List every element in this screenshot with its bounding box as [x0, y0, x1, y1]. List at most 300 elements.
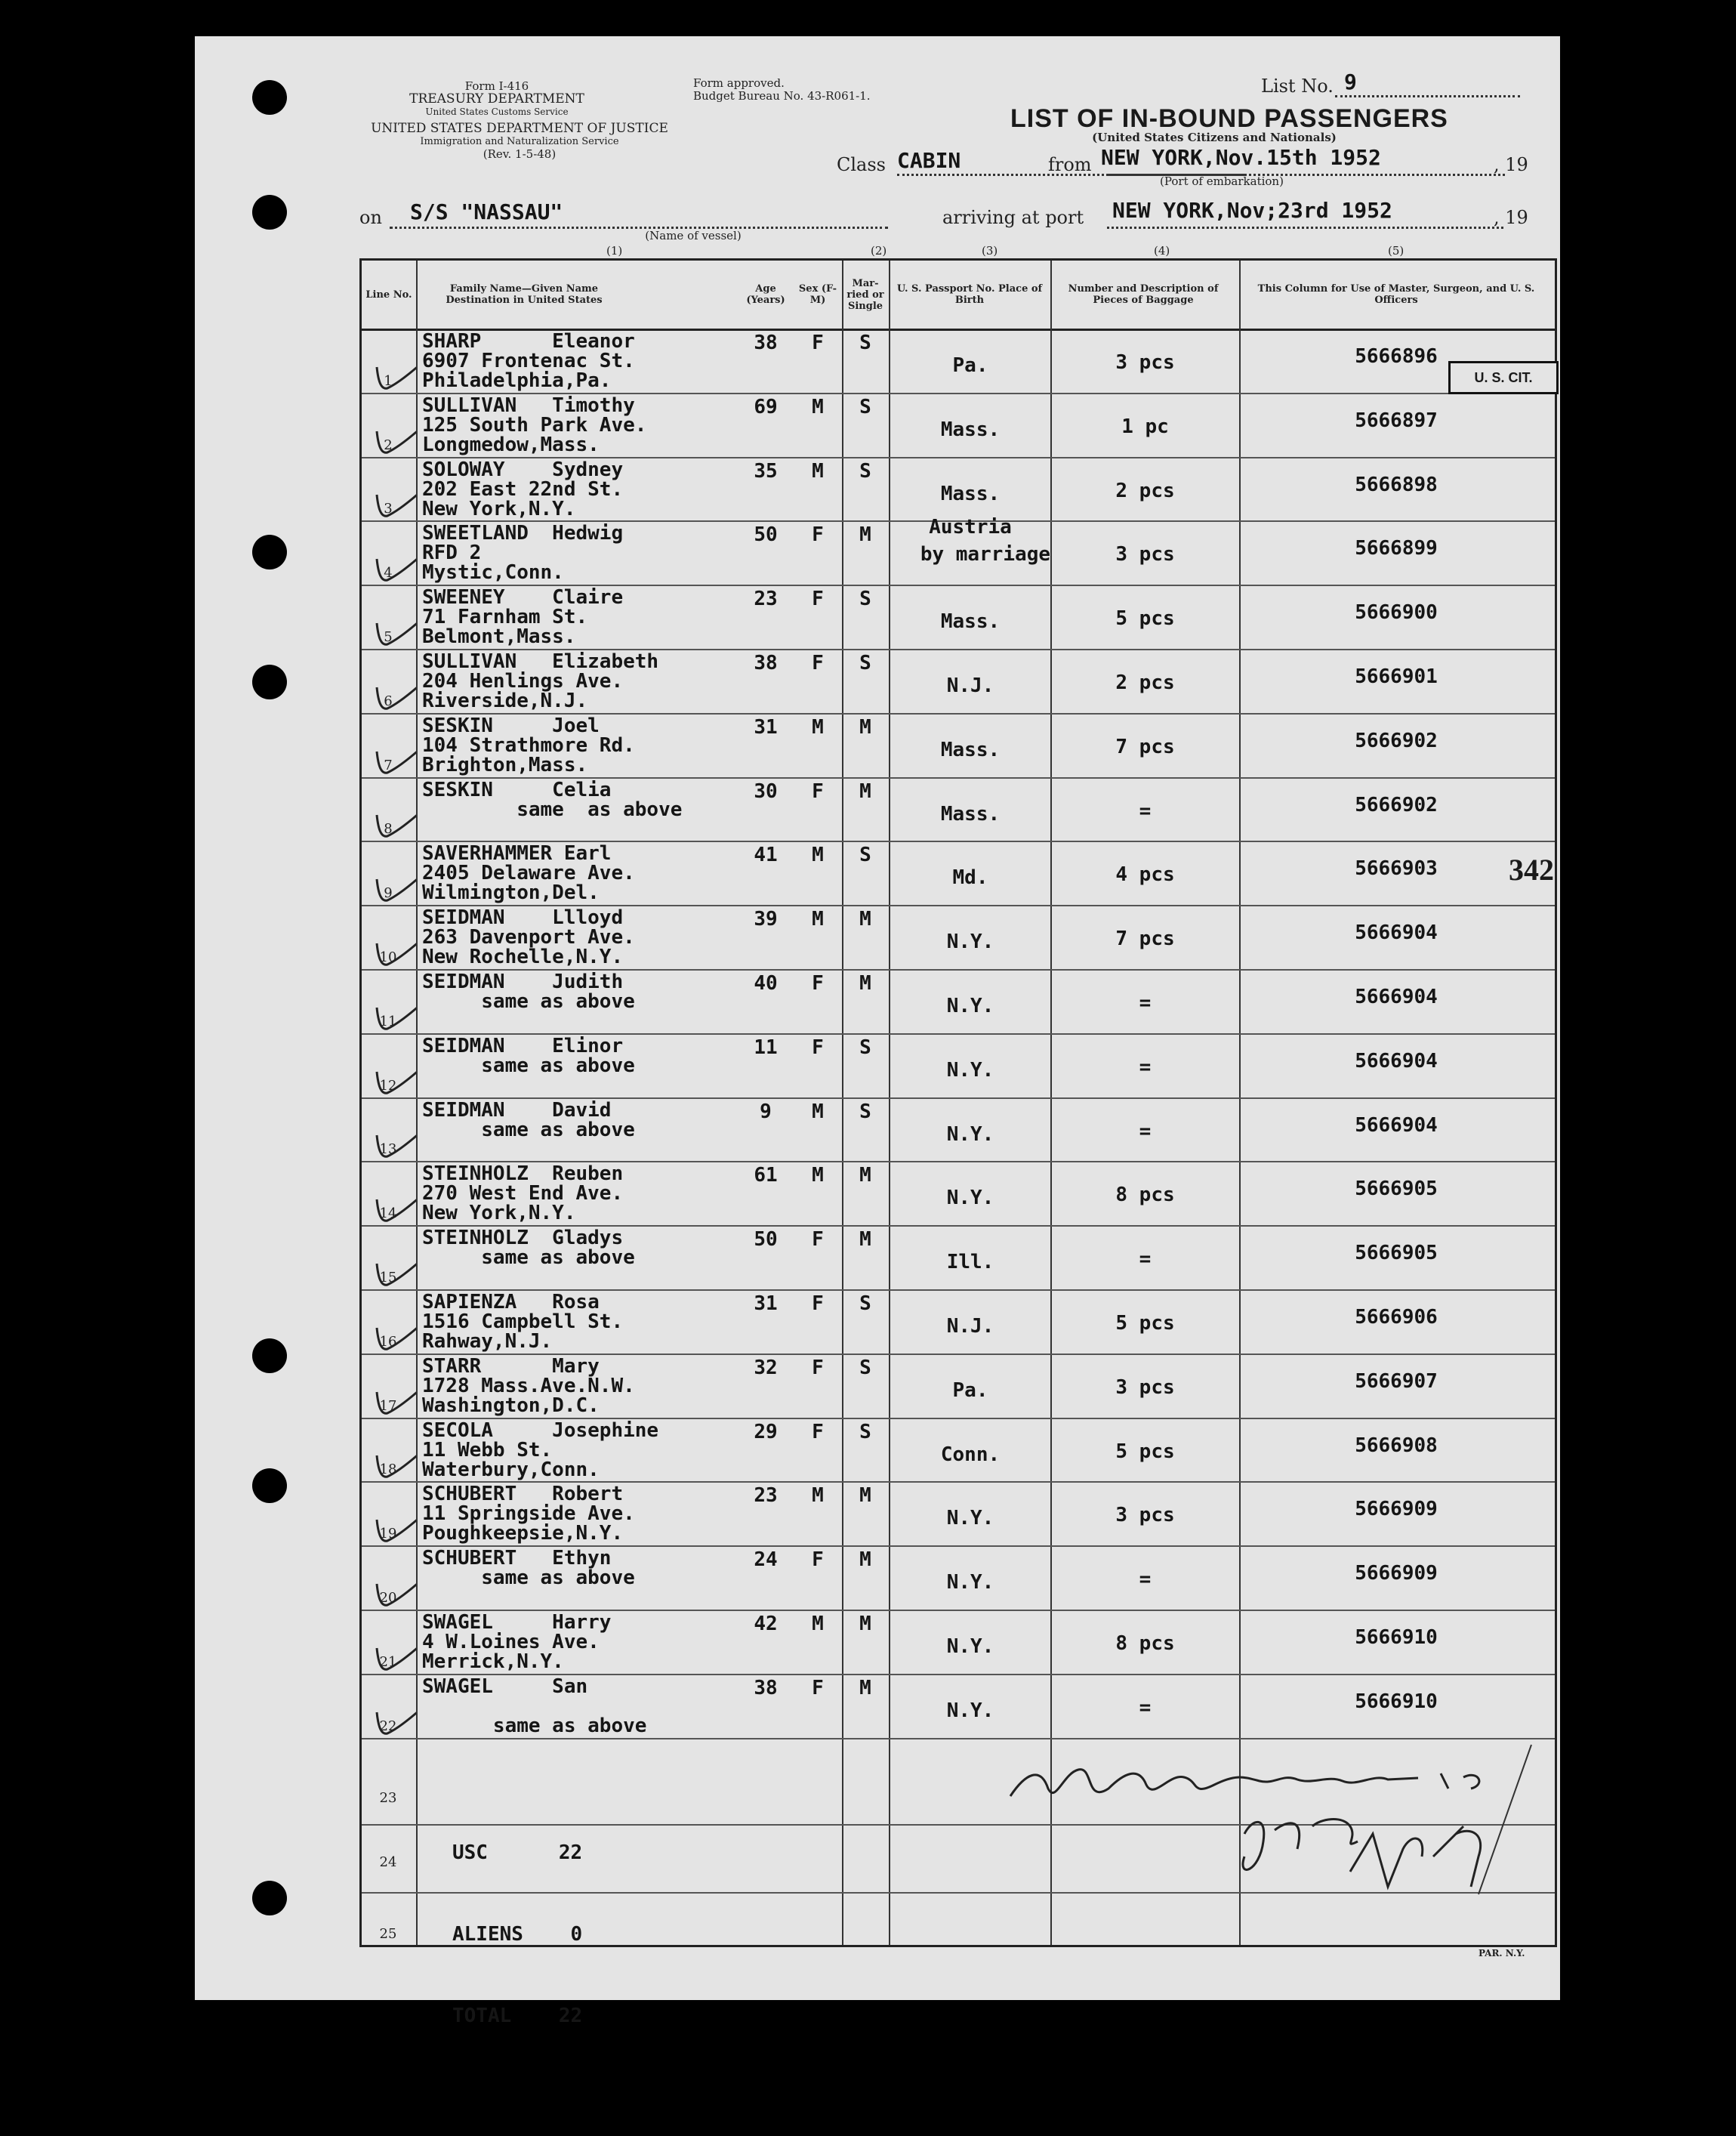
header-passport: U. S. Passport No. Place of Birth: [896, 283, 1043, 306]
address-line: [422, 1140, 635, 1159]
check-mark-icon: [371, 1576, 416, 1607]
class-label: Class: [837, 154, 886, 175]
vessel-name: S/S "NASSAU": [410, 199, 563, 224]
address-line: 11 Webb St.: [422, 1438, 553, 1462]
address-line: same as above: [422, 1118, 635, 1141]
check-mark-icon: [371, 551, 416, 582]
justice-dept: UNITED STATES DEPARTMENT OF JUSTICE: [371, 121, 668, 136]
baggage: 3 pcs: [1115, 1375, 1175, 1399]
marital-status: S: [859, 459, 871, 483]
address-line: same as above: [422, 1246, 635, 1270]
baggage: 3 pcs: [1115, 543, 1175, 566]
total-label: TOTAL: [452, 2005, 512, 2027]
place-of-birth: N.Y.: [946, 1635, 994, 1658]
line-number: 9: [384, 885, 393, 902]
baggage: 2 pcs: [1115, 671, 1175, 694]
marital-status: S: [859, 844, 871, 867]
line-number: 11: [379, 1013, 397, 1029]
line-number: 14: [379, 1205, 397, 1222]
sex: F: [812, 1036, 824, 1059]
passenger-name: STEINHOLZ Reuben: [422, 1162, 624, 1186]
baggage: 3 pcs: [1115, 1504, 1175, 1527]
passenger-name-address: [422, 1164, 623, 1223]
check-mark-icon: [371, 1512, 416, 1542]
age: 23: [754, 588, 778, 611]
address-line: same as above: [422, 1567, 635, 1590]
passenger-name: SWAGEL Harry: [422, 1611, 612, 1634]
address-line: [422, 820, 682, 839]
baggage: 3 pcs: [1115, 351, 1175, 374]
sex: M: [812, 1164, 824, 1187]
manifest-page: [195, 36, 1560, 2027]
passenger-name: SULLIVAN Elizabeth: [422, 650, 659, 673]
place-of-birth: Pa.: [952, 1378, 988, 1402]
age: 41: [754, 844, 778, 867]
passenger-name: SEIDMAN Llloyd: [422, 906, 624, 930]
passenger-name: SAVERHAMMER Earl: [422, 842, 612, 866]
table-row: [362, 1033, 1555, 1099]
passenger-name-address: [422, 1677, 646, 1736]
arriving-line: [1107, 227, 1503, 229]
passenger-name: SWAGEL San: [422, 1675, 588, 1698]
age: 9: [760, 1100, 772, 1123]
line-number: 16: [379, 1333, 397, 1350]
check-mark-icon: [371, 1256, 416, 1286]
ins-service: Immigration and Naturalization Service: [420, 136, 619, 147]
officer-number: 5666908: [1355, 1434, 1438, 1457]
officer-number: 5666909: [1355, 1498, 1438, 1521]
passenger-name-address: [422, 652, 658, 711]
age: 38: [754, 1676, 778, 1699]
officer-number: 5666902: [1355, 793, 1438, 816]
passenger-name-address: [422, 908, 635, 967]
marital-status: M: [859, 1228, 871, 1252]
officer-number: 5666902: [1355, 729, 1438, 752]
marital-status: S: [859, 1420, 871, 1443]
sex: M: [812, 1613, 824, 1635]
passenger-name: SCHUBERT Ethyn: [422, 1547, 612, 1570]
baggage: 4 pcs: [1115, 863, 1175, 887]
sex: F: [812, 1420, 824, 1443]
arriving-label: arriving at port: [942, 207, 1084, 228]
table-row: [362, 1481, 1555, 1547]
table-row: [362, 1289, 1555, 1355]
address-line: 11 Springside Ave.: [422, 1502, 635, 1526]
age: 39: [754, 908, 778, 931]
sex: M: [812, 395, 824, 418]
passenger-name-address: [422, 332, 635, 390]
check-mark-icon: [371, 616, 416, 646]
line-number: 2: [384, 437, 393, 453]
table-row: [362, 1674, 1555, 1739]
aliens-label: ALIENS: [452, 1923, 523, 1946]
place-of-birth: Conn.: [940, 1443, 1001, 1466]
passenger-name-address: [422, 1548, 635, 1607]
place-of-birth: Ill.: [946, 1251, 994, 1274]
sex: F: [812, 1228, 824, 1252]
sex: F: [812, 1676, 824, 1699]
passenger-name-address: [422, 780, 682, 839]
col-num-3: (3): [982, 244, 998, 258]
check-mark-icon: [371, 744, 416, 774]
table-row: [362, 1545, 1555, 1611]
baggage: 5 pcs: [1115, 1440, 1175, 1463]
form-title: LIST OF IN-BOUND PASSENGERS: [1010, 104, 1448, 133]
passenger-name: SULLIVAN Timothy: [422, 394, 635, 417]
address-line: Merrick,N.Y.: [422, 1650, 564, 1673]
place-of-birth: N.J.: [946, 1315, 994, 1338]
check-mark-icon: [371, 1064, 416, 1094]
address-line: Waterbury,Conn.: [422, 1458, 600, 1481]
officer-number: 5666905: [1355, 1178, 1438, 1201]
baggage: 7 pcs: [1115, 928, 1175, 951]
baggage: 7 pcs: [1115, 735, 1175, 758]
line-number: 20: [379, 1589, 397, 1606]
passenger-name: SCHUBERT Robert: [422, 1483, 624, 1506]
form-number: Form I-416: [464, 79, 529, 93]
table-row: [362, 457, 1555, 523]
header-sex: Sex (F-M): [798, 283, 837, 306]
marital-status: M: [859, 1164, 871, 1187]
address-line: Wilmington,Del.: [422, 881, 600, 905]
vessel-caption: (Name of vessel): [645, 229, 742, 242]
address-line: 270 West End Ave.: [422, 1182, 624, 1205]
sex: F: [812, 332, 824, 354]
col-num-2: (2): [871, 244, 887, 258]
check-mark-icon: [371, 680, 416, 710]
table-row: [362, 516, 1555, 586]
age: 69: [754, 395, 778, 418]
address-line: New York,N.Y.: [422, 1202, 576, 1225]
col-num-1: (1): [606, 244, 623, 258]
sex: F: [812, 1292, 824, 1315]
address-line: same as above: [422, 798, 683, 821]
form-approved: Form approved.: [693, 76, 785, 90]
from-label: from: [1048, 154, 1092, 175]
line-number: 21: [379, 1653, 397, 1670]
marital-status: M: [859, 1613, 871, 1635]
address-line: 71 Farnham St.: [422, 606, 588, 629]
officer-number: 5666904: [1355, 1049, 1438, 1073]
age: 11: [754, 1036, 778, 1059]
totals-block: [452, 1785, 582, 2084]
table-row: [362, 649, 1555, 715]
marital-status: S: [859, 395, 871, 418]
check-mark-icon: [371, 1320, 416, 1350]
address-line: 1516 Campbell St.: [422, 1310, 624, 1333]
year-suffix: , 19: [1494, 154, 1528, 175]
address-line: 6907 Frontenac St.: [422, 350, 635, 372]
address-line: New York,N.Y.: [422, 497, 576, 520]
officer-number: 5666904: [1355, 1113, 1438, 1137]
age: 31: [754, 1292, 778, 1315]
sex: F: [812, 972, 824, 995]
place-of-birth: Md.: [952, 866, 988, 890]
passenger-name: SEIDMAN David: [422, 1098, 612, 1122]
list-no-value: 9: [1344, 69, 1357, 94]
baggage: =: [1139, 1055, 1152, 1079]
check-mark-icon: [371, 1384, 416, 1415]
address-line: same as above: [422, 1054, 635, 1077]
check-mark-icon: [371, 807, 416, 838]
usc-count: 22: [558, 1841, 583, 1864]
place-of-birth: N.Y.: [946, 1699, 994, 1722]
form-subtitle: (United States Citizens and Nationals): [1092, 131, 1337, 144]
printer-mark: PAR. N.Y.: [1479, 1948, 1525, 1959]
check-mark-icon: [371, 872, 416, 902]
marital-status: M: [859, 908, 871, 931]
place-of-birth: N.Y.: [946, 1507, 994, 1530]
sex: F: [812, 1356, 824, 1379]
address-line: [422, 1267, 635, 1287]
place-of-birth: N.Y.: [946, 995, 994, 1017]
table-row: [362, 841, 1555, 906]
place-of-birth-note: by marriage: [920, 543, 1050, 566]
marital-status: S: [859, 332, 871, 354]
age: 30: [754, 779, 778, 803]
passenger-name: SEIDMAN Elinor: [422, 1034, 624, 1057]
marital-status: S: [859, 1356, 871, 1379]
line-number: 3: [384, 501, 393, 517]
total-count: 22: [558, 2005, 583, 2027]
address-line: 202 East 22nd St.: [422, 477, 624, 501]
address-line: 263 Davenport Ave.: [422, 926, 635, 949]
baggage: 8 pcs: [1115, 1184, 1175, 1207]
check-mark-icon: [371, 1705, 416, 1735]
check-mark-icon: [371, 487, 416, 517]
line-number: 15: [379, 1269, 397, 1286]
table-row: [362, 1610, 1555, 1675]
place-of-birth: Pa.: [952, 354, 988, 377]
address-line: RFD 2: [422, 542, 482, 565]
address-line: Mystic,Conn.: [422, 561, 564, 585]
punch-hole: [252, 1881, 287, 1915]
place-of-birth: N.Y.: [946, 1187, 994, 1210]
baggage: 5 pcs: [1115, 1312, 1175, 1335]
officer-number: 5666904: [1355, 986, 1438, 1008]
line-number: 19: [379, 1526, 397, 1542]
passenger-name-address: [422, 1100, 635, 1159]
sex: M: [812, 844, 824, 867]
passenger-name-address: [422, 588, 623, 647]
place-of-birth: Mass.: [940, 482, 1001, 505]
sex: M: [812, 1100, 824, 1123]
marital-status: M: [859, 1484, 871, 1508]
passenger-name-address: [422, 396, 646, 455]
marital-status: M: [859, 779, 871, 803]
passenger-name: SEIDMAN Judith: [422, 971, 624, 993]
check-mark-icon: [371, 1128, 416, 1158]
marital-status: S: [859, 1100, 871, 1123]
table-row: [362, 1418, 1555, 1483]
marital-status: M: [859, 972, 871, 995]
baggage: =: [1139, 1119, 1152, 1143]
passenger-name-address: [422, 1354, 635, 1417]
baggage: 2 pcs: [1115, 479, 1175, 502]
age: 38: [754, 652, 778, 674]
passenger-name-address: [422, 1613, 611, 1671]
age: 31: [754, 715, 778, 739]
line-number: 17: [379, 1397, 397, 1414]
address-line: 204 Henlings Ave.: [422, 670, 624, 693]
line-number: 22: [379, 1718, 397, 1734]
punch-hole: [252, 1468, 287, 1503]
check-mark-icon: [371, 1448, 416, 1478]
header-age: Age (Years): [746, 283, 785, 306]
officer-signatures: [995, 1743, 1554, 1932]
address-line: same as above: [422, 1714, 647, 1737]
address-line: Washington,D.C.: [422, 1394, 600, 1417]
sex: M: [812, 908, 824, 931]
check-mark-icon: [371, 936, 416, 966]
header-line-no: Line No.: [365, 289, 412, 301]
table-row: [362, 329, 1555, 394]
age: 50: [754, 1228, 778, 1252]
marital-status: M: [859, 523, 871, 547]
line-number: 5: [384, 628, 393, 645]
list-no-label: List No.: [1261, 76, 1334, 97]
approval-block: [693, 77, 920, 103]
age: 29: [754, 1420, 778, 1443]
baggage: 1 pc: [1121, 415, 1169, 438]
check-mark-icon: [371, 360, 416, 390]
header-officers: This Column for Use of Master, Surgeon, and U. S. Officers: [1257, 283, 1535, 306]
place-of-birth: Mass.: [940, 738, 1001, 761]
table-row: [362, 1354, 1555, 1419]
address-line: [422, 1696, 646, 1716]
marital-status: M: [859, 715, 871, 739]
marital-status: S: [859, 652, 871, 674]
place-of-birth: N.Y.: [946, 931, 994, 954]
address-line: 4 W.Loines Ave.: [422, 1631, 600, 1653]
sex: F: [812, 652, 824, 674]
col-num-5: (5): [1388, 244, 1405, 258]
officer-number: 5666904: [1355, 921, 1438, 945]
department: TREASURY DEPARTMENT: [409, 91, 584, 106]
address-line: 104 Strathmore Rd.: [422, 733, 635, 757]
punch-hole: [252, 535, 287, 569]
sex: F: [812, 779, 824, 803]
address-line: 1728 Mass.Ave.N.W.: [422, 1374, 635, 1397]
baggage: =: [1139, 1248, 1152, 1271]
sex: M: [812, 1484, 824, 1508]
passenger-name: SOLOWAY Sydney: [422, 458, 624, 481]
marital-status: S: [859, 588, 871, 611]
header-baggage: Number and Description of Pieces of Baggage: [1068, 283, 1219, 306]
place-of-birth: N.Y.: [946, 1571, 994, 1594]
marital-status: M: [859, 1548, 871, 1572]
address-line: Longmedow,Mass.: [422, 433, 600, 456]
place-of-birth: Mass.: [940, 418, 1001, 441]
address-line: Brighton,Mass.: [422, 753, 588, 776]
line-number: 13: [379, 1141, 397, 1158]
year-suffix-2: , 19: [1494, 207, 1528, 228]
passenger-name: SESKIN Celia: [422, 778, 612, 801]
table-row: [362, 1225, 1555, 1291]
officer-number: 5666907: [1355, 1369, 1438, 1393]
sex: F: [812, 1548, 824, 1572]
passenger-name: SWEETLAND Hedwig: [422, 522, 624, 545]
line-number: 12: [379, 1077, 397, 1094]
marital-status: M: [859, 1676, 871, 1699]
us-citizen-stamp: U. S. CIT.: [1448, 361, 1559, 394]
officer-number: 5666903: [1355, 857, 1438, 881]
address-line: Riverside,N.J.: [422, 690, 588, 712]
table-row: [362, 777, 1555, 843]
place-of-birth: Mass.: [940, 610, 1001, 634]
line-number: 18: [379, 1462, 397, 1478]
line-number: 4: [384, 565, 393, 582]
address-line: same as above: [422, 990, 635, 1013]
address-line: [422, 1588, 635, 1607]
officer-number: 5666905: [1355, 1242, 1438, 1265]
address-line: 2405 Delaware Ave.: [422, 862, 635, 885]
table-row: [362, 1161, 1555, 1227]
usc-label: USC: [452, 1841, 488, 1864]
marital-status: S: [859, 1036, 871, 1059]
passenger-name: STEINHOLZ Gladys: [422, 1227, 624, 1250]
age: 42: [754, 1613, 778, 1635]
address-line: New Rochelle,N.Y.: [422, 946, 624, 969]
sex: F: [812, 588, 824, 611]
table-row: [362, 1097, 1555, 1163]
line-number: 8: [384, 821, 393, 838]
line-number: 10: [379, 949, 397, 965]
officer-number: 5666901: [1355, 665, 1438, 688]
address-line: [422, 1011, 635, 1031]
address-line: Philadelphia,Pa.: [422, 369, 612, 392]
baggage: 5 pcs: [1115, 607, 1175, 631]
punch-hole: [252, 80, 287, 115]
age: 61: [754, 1164, 778, 1187]
age: 35: [754, 459, 778, 483]
address-line: Rahway,N.J.: [422, 1330, 553, 1353]
place-of-birth: Mass.: [940, 802, 1001, 826]
line-no-24: 24: [379, 1854, 397, 1870]
passenger-name: SWEENEY Claire: [422, 586, 624, 610]
punch-hole: [252, 665, 287, 699]
table-row: [362, 969, 1555, 1035]
check-mark-icon: [371, 1192, 416, 1222]
officer-number: 5666897: [1355, 409, 1438, 432]
age: 38: [754, 332, 778, 354]
passenger-name-address: [422, 972, 635, 1031]
port-embark-caption: (Port of embarkation): [1160, 174, 1284, 188]
place-of-birth: N.J.: [946, 674, 994, 697]
table-row: [362, 905, 1555, 971]
justice-block: [350, 122, 689, 161]
officer-number: 5666910: [1355, 1690, 1438, 1713]
officer-number: 5666906: [1355, 1306, 1438, 1329]
header-name: Family Name—Given Name Destination in United States: [446, 283, 603, 306]
passenger-name-address: [422, 1228, 635, 1287]
punch-hole: [252, 1338, 287, 1373]
check-mark-icon: [371, 1000, 416, 1030]
budget-number: Budget Bureau No. 43-R061-1.: [693, 89, 871, 103]
line-number: 1: [384, 372, 393, 389]
officer-number: 5666900: [1355, 601, 1438, 625]
age: 24: [754, 1548, 778, 1572]
passenger-name-address: [422, 1484, 635, 1543]
line-no-25: 25: [379, 1926, 397, 1942]
passenger-name-address: [422, 522, 624, 585]
passenger-name: STARR Mary: [422, 1354, 600, 1378]
punch-hole: [252, 195, 287, 230]
sex: M: [812, 715, 824, 739]
passenger-name: SHARP Eleanor: [422, 330, 635, 353]
table-header: [362, 261, 1555, 331]
table-row: [362, 393, 1555, 458]
